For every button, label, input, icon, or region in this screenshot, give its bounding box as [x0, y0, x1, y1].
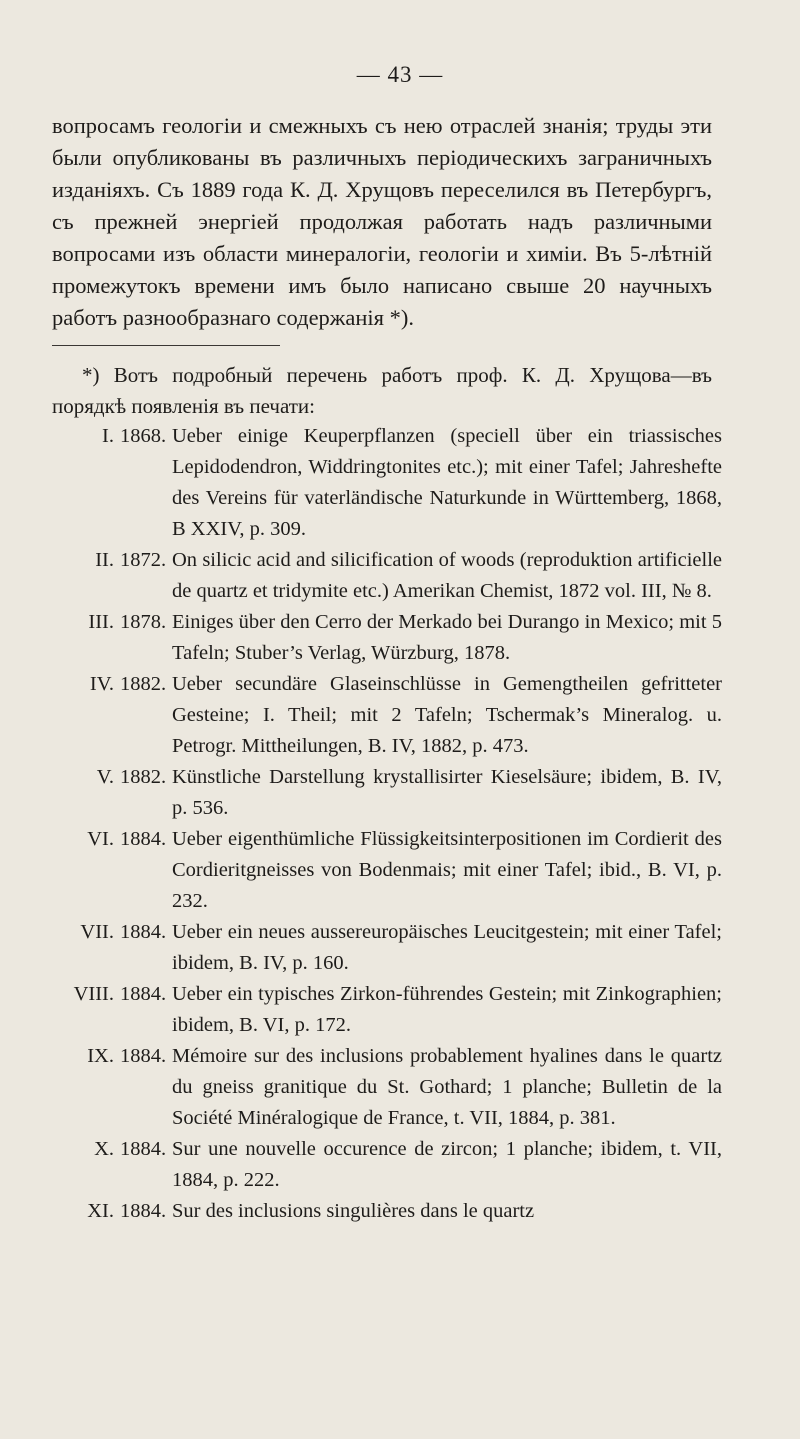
publication-list	[52, 421, 722, 1227]
entry-text: Mémoire sur des inclusions probablement hyalines dans le quartz du gneiss granitique du St. Gothard; 1 planche; Bulletin de la Société Minéralogique de France, t. VII, 1884, p. 381.	[172, 1045, 722, 1129]
entry-number: I.	[102, 425, 114, 447]
entry-year: 1884.	[120, 983, 167, 1005]
publication-entry	[52, 979, 722, 1041]
publication-entry	[52, 824, 722, 917]
publication-entry	[52, 917, 722, 979]
entry-number: IV.	[89, 673, 114, 695]
main-text-block	[52, 110, 712, 334]
publication-entry	[52, 1196, 722, 1227]
publication-entry	[52, 1134, 722, 1196]
publication-entry	[52, 1041, 722, 1134]
entry-text: Künstliche Darstellung krystallisirter Kieselsäure; ibidem, B. IV, p. 536.	[172, 766, 722, 819]
entry-number: VII.	[80, 921, 114, 943]
entry-number: III.	[88, 611, 114, 633]
entry-number: VI.	[87, 828, 114, 850]
entry-number: II.	[95, 549, 114, 571]
entry-text: Sur une nouvelle occurence de zircon; 1 planche; ibidem, t. VII, 1884, p. 222.	[172, 1138, 722, 1191]
entry-year: 1884.	[120, 1138, 167, 1160]
entry-number: V.	[96, 766, 114, 788]
entry-text: Ueber eigenthümliche Flüssigkeitsinterpositionen im Cordierit des Cordieritgneisses von Bodenmais; mit einer Tafel; ibid., B. VI, p. 232.	[172, 828, 722, 912]
entry-text: Ueber ein neues aussereuropäisches Leucitgestein; mit einer Tafel; ibidem, B. IV, p. 160.	[172, 921, 722, 974]
entry-year: 1868.	[120, 425, 167, 447]
entry-text: Ueber einige Keuperpflanzen (speciell über ein triassisches Lepidodendron, Widdringtonites etc.); mit einer Tafel; Jahreshefte des Vereins für vaterländische Naturkunde in Württemberg, 1868, B XXIV, p. 309.	[172, 425, 722, 540]
entry-text: Sur des inclusions singulières dans le quartz	[172, 1200, 535, 1222]
entry-year: 1872.	[120, 549, 167, 571]
entry-text: Einiges über den Cerro der Merkado bei Durango in Mexico; mit 5 Tafeln; Stuber’s Verlag, Würzburg, 1878.	[172, 611, 722, 664]
entry-text: On silicic acid and silicification of woods (reproduktion artificielle de quartz et tridymite etc.) Amerikan Chemist, 1872 vol. III, № 8.	[172, 549, 722, 602]
publication-entry	[52, 421, 722, 545]
entry-number: IX.	[87, 1045, 114, 1067]
entry-text: Ueber ein typisches Zirkon-führendes Gestein; mit Zinkographien; ibidem, B. VI, p. 172.	[172, 983, 722, 1036]
publication-entry	[52, 669, 722, 762]
publication-entry	[52, 545, 722, 607]
entry-year: 1884.	[120, 921, 167, 943]
publication-entry	[52, 607, 722, 669]
entry-year: 1882.	[120, 766, 167, 788]
entry-number: XI.	[87, 1200, 114, 1222]
entry-year: 1884.	[120, 828, 167, 850]
entry-text: Ueber secundäre Glaseinschlüsse in Gemengtheilen gefritteter Gesteine; I. Theil; mit 2 Tafeln; Tschermak’s Mineralog. u. Petrogr. Mittheilungen, B. IV, 1882, p. 473.	[172, 673, 722, 757]
entry-year: 1878.	[120, 611, 167, 633]
footnote-separator	[52, 345, 280, 346]
entry-year: 1882.	[120, 673, 167, 695]
entry-year: 1884.	[120, 1200, 167, 1222]
main-paragraph: вопросамъ геологіи и смежныхъ съ нею отраслей знанія; труды эти были опубликованы въ различныхъ періодическихъ заграничныхъ изданіяхъ. Съ 1889 года К. Д. Хрущовъ переселился въ Петербургъ, съ прежней энергіей продолжая работать надъ различными вопросами изъ области минералогіи, геологіи и химіи. Въ 5-лѣтній промежутокъ времени имъ было написано свыше 20 научныхъ работъ разнообразнаго содержанія *).	[52, 113, 712, 330]
publication-entry	[52, 762, 722, 824]
footnote-intro	[52, 360, 712, 422]
page-number: — 43 —	[356, 62, 444, 87]
entry-number: X.	[94, 1138, 114, 1160]
footnote-intro-text: *) Вотъ подробный перечень работъ проф. К. Д. Хрущова—въ порядкѣ появленія въ печати:	[52, 363, 712, 418]
entry-number: VIII.	[73, 983, 114, 1005]
entry-year: 1884.	[120, 1045, 167, 1067]
